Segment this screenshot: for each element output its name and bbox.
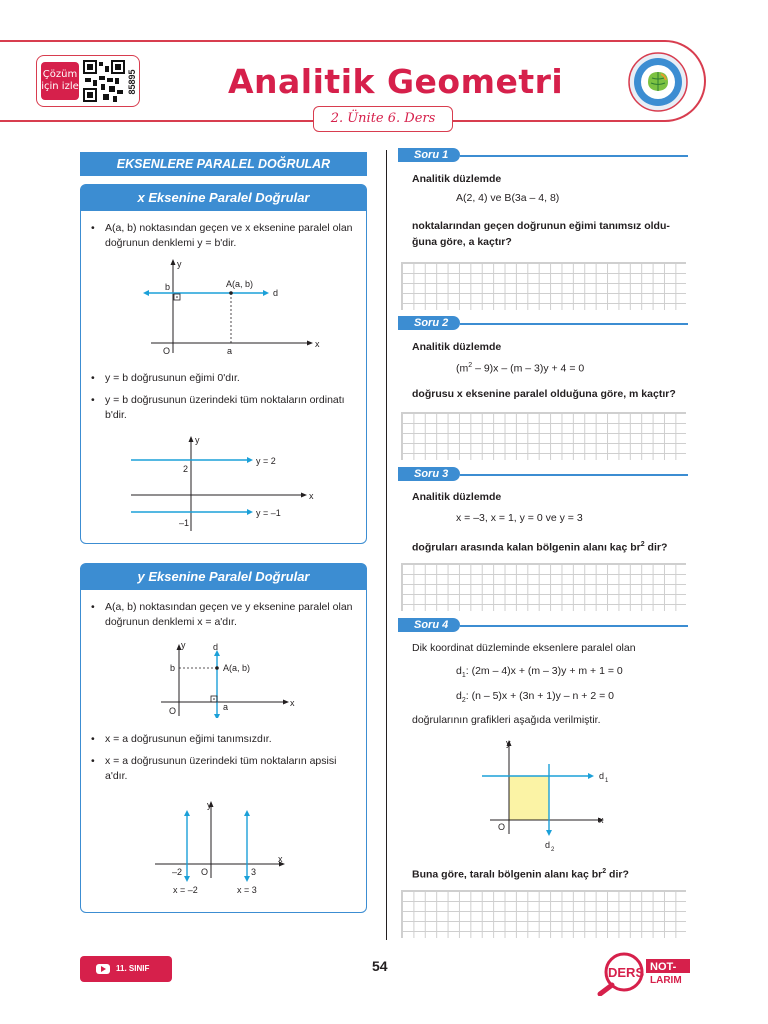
svg-text:x = –2: x = –2 (173, 885, 198, 895)
youtube-icon (96, 964, 110, 974)
page-number: 54 (372, 958, 388, 974)
svg-text:y: y (506, 738, 511, 748)
grade-label: 11. SINIF (116, 964, 150, 973)
question-formula: x = –3, x = 1, y = 0 ve y = 3 (456, 512, 583, 524)
svg-text:1: 1 (605, 778, 609, 784)
y-parallel-figure-2 (151, 798, 301, 898)
qr-panel[interactable] (36, 55, 140, 107)
question-ask: noktalarından geçen doğrunun eğimi tanımsız oldu- (412, 220, 670, 232)
question-rule (460, 155, 688, 157)
svg-text:DERS: DERS (608, 965, 645, 980)
question-label-4: Soru 4 (398, 618, 460, 632)
bullet-text: • y = b doğrusunun üzerindeki tüm noktaların ordinatı b'dir. (93, 393, 355, 423)
ders-notlarim-logo (584, 952, 694, 996)
x-parallel-figure-2 (125, 433, 325, 533)
svg-text:O: O (201, 867, 209, 877)
question-intro: Dik koordinat düzleminde eksenlere paralel olan (412, 642, 636, 654)
lesson-subtitle: 2. Ünite 6. Ders (313, 106, 453, 132)
qr-label: Çözüm için izle (41, 62, 79, 100)
svg-text:–2: –2 (172, 867, 183, 877)
svg-text:NOT-: NOT- (650, 961, 677, 973)
question-label-1: Soru 1 (398, 148, 460, 162)
question-rule (460, 625, 688, 627)
y-parallel-card (80, 563, 367, 913)
svg-text:d: d (213, 642, 219, 652)
svg-text:2: 2 (551, 847, 555, 853)
answer-grid[interactable] (401, 262, 686, 310)
svg-text:x: x (315, 339, 320, 349)
qr-code-icon[interactable] (83, 60, 125, 102)
svg-text:–1: –1 (179, 518, 190, 528)
y-parallel-figure-1 (145, 638, 305, 718)
bullet-text: • y = b doğrusunun eğimi 0'dır. (93, 371, 355, 386)
section-title: EKSENLERE PARALEL DOĞRULAR (80, 152, 367, 176)
svg-text:y = –1: y = –1 (256, 508, 281, 518)
svg-text:d: d (545, 840, 551, 850)
bullet-text: • x = a doğrusunun eğimi tanımsızdır. (93, 732, 355, 747)
card-title: y Eksenine Paralel Doğrular (81, 564, 366, 590)
page-title: Analitik Geometri (228, 62, 564, 101)
question-label-3: Soru 3 (398, 467, 460, 481)
question-label-2: Soru 2 (398, 316, 460, 330)
answer-grid[interactable] (401, 412, 686, 460)
svg-text:d: d (273, 288, 279, 298)
question-formula: A(2, 4) ve B(3a – 4, 8) (456, 192, 560, 204)
svg-text:a: a (227, 346, 233, 356)
brain-logo-icon (628, 52, 688, 112)
svg-text:3: 3 (251, 867, 257, 877)
question-ask: ğuna göre, a kaçtır? (412, 236, 512, 248)
question-intro: Analitik düzlemde (412, 491, 502, 503)
svg-text:O: O (498, 822, 506, 832)
svg-text:b: b (170, 663, 176, 673)
question-rule (460, 474, 688, 476)
svg-text:d: d (599, 771, 605, 781)
svg-text:y: y (177, 259, 182, 269)
qr-number: 85895 (127, 69, 137, 95)
question-text: doğrularının grafikleri aşağıda verilmiştir. (412, 714, 601, 726)
question-rule (460, 323, 688, 325)
bullet-text: • x = a doğrusunun üzerindeki tüm noktaların apsisi a'dır. (93, 754, 355, 784)
question-formula-d1: $d_1$: (2m – 4)x + (m – 3)y + m + 1 = 0 (456, 665, 623, 680)
svg-text:x = 3: x = 3 (237, 885, 257, 895)
svg-text:A(a, b): A(a, b) (226, 279, 254, 289)
x-parallel-card (80, 184, 367, 544)
question-intro: Analitik düzlemde (412, 341, 502, 353)
grade-video-button[interactable] (80, 956, 172, 982)
question-ask: doğruları arasında kalan bölgenin alanı kaç $br^2$ dir? (412, 541, 668, 554)
svg-text:A(a, b): A(a, b) (223, 663, 251, 673)
svg-text:x: x (278, 854, 283, 864)
column-divider (386, 150, 387, 940)
svg-text:O: O (163, 346, 171, 356)
svg-text:x: x (309, 491, 314, 501)
svg-text:y: y (181, 640, 186, 650)
answer-grid[interactable] (401, 890, 686, 938)
question-ask: Buna göre, taralı bölgenin alanı kaç $br^2$ dir? (412, 868, 629, 881)
svg-text:y: y (207, 800, 212, 810)
svg-text:y: y (195, 435, 200, 445)
svg-text:2: 2 (183, 464, 189, 474)
bullet-text: • A(a, b) noktasından geçen ve y eksenine paralel olan doğrunun denklemi x = a'dır. (93, 600, 355, 630)
svg-text:y = 2: y = 2 (256, 456, 276, 466)
bullet-text: • A(a, b) noktasından geçen ve x eksenine paralel olan doğrunun denklemi y = b'dir. (93, 221, 355, 251)
question-ask: doğrusu x eksenine paralel olduğuna göre, m kaçtır? (412, 388, 676, 400)
svg-text:x: x (599, 815, 604, 825)
question-formula: $(m^2 - 9)x - (m - 3)y + 4 = 0$ (456, 362, 585, 375)
svg-text:b: b (165, 282, 171, 292)
question-intro: Analitik düzlemde (412, 173, 502, 185)
x-parallel-figure-1 (141, 257, 321, 357)
svg-text:O: O (169, 706, 177, 716)
svg-text:LARIM: LARIM (650, 975, 682, 986)
question-formula-d2: $d_2$: (n – 5)x + (3n + 1)y – n + 2 = 0 (456, 690, 615, 705)
svg-text:x: x (290, 698, 295, 708)
card-title: x Eksenine Paralel Doğrular (81, 185, 366, 211)
answer-grid[interactable] (401, 563, 686, 611)
svg-text:a: a (223, 702, 229, 712)
question-4-figure (476, 736, 616, 856)
